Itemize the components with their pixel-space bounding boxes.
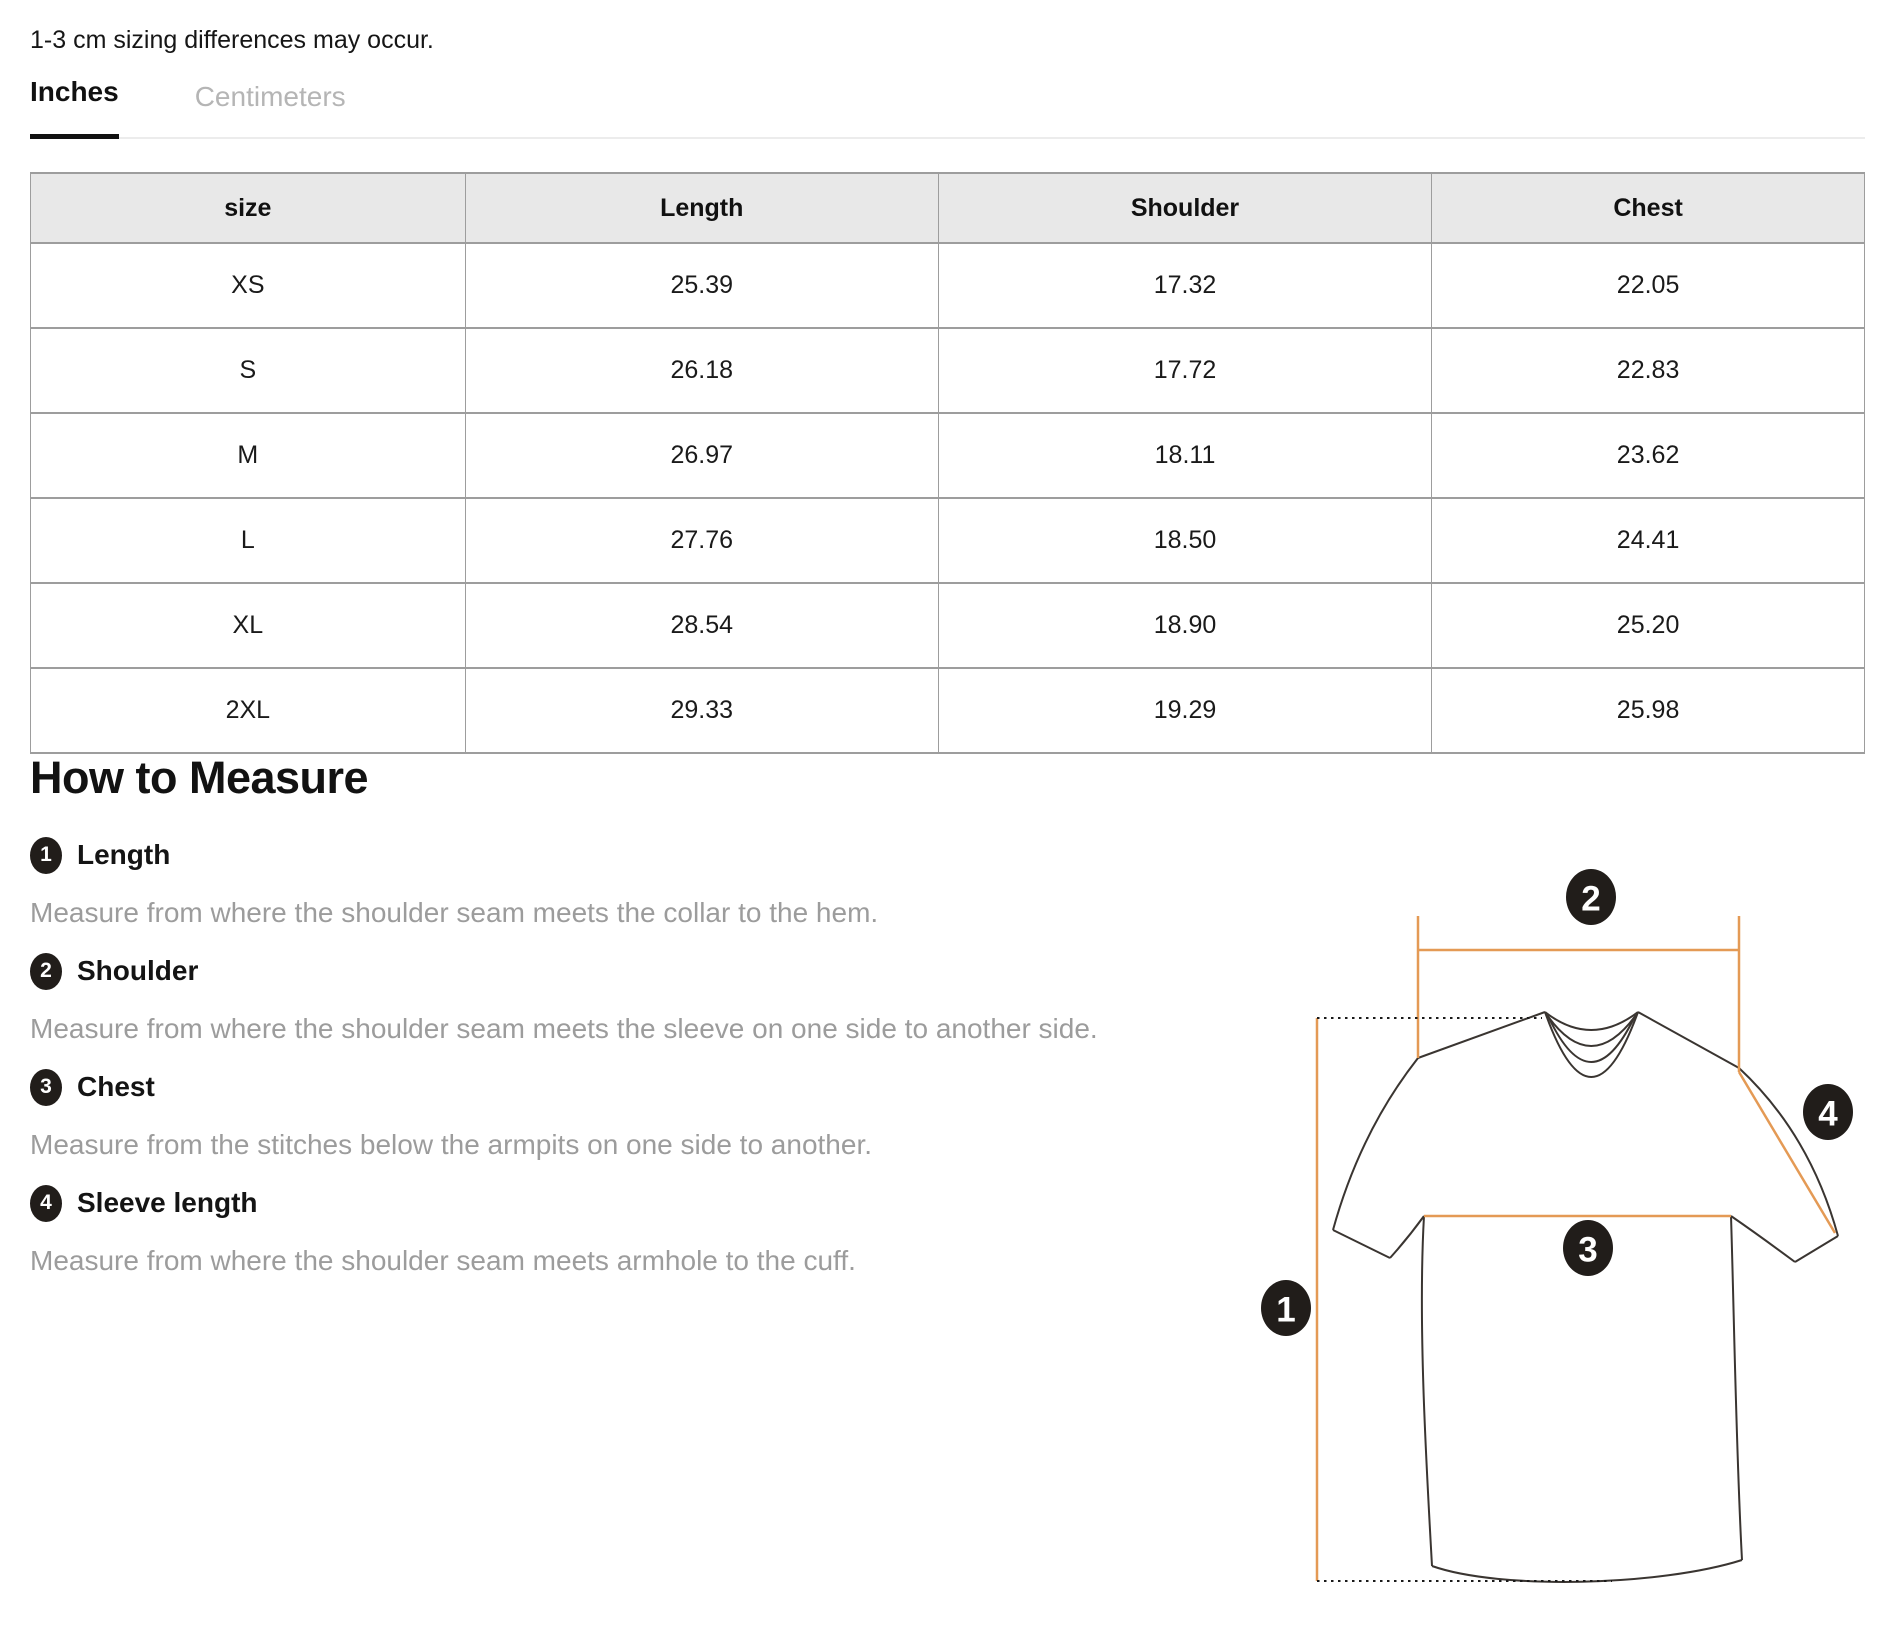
cell-shoulder: 18.90 — [938, 583, 1431, 668]
measure-item-description: Measure from the stitches below the armpits on one side to another. — [30, 1129, 873, 1160]
measure-item-description: Measure from where the shoulder seam meets the sleeve on one side to another side. — [30, 1013, 1098, 1044]
measure-item-label: Length — [77, 839, 171, 870]
cell-length: 26.97 — [465, 413, 938, 498]
cell-shoulder: 19.29 — [938, 668, 1431, 753]
cell-shoulder: 17.72 — [938, 328, 1431, 413]
diagram-badge-1 — [1261, 1280, 1311, 1336]
circle-1-badge: 1 — [30, 837, 62, 874]
diagram-badge-3 — [1563, 1220, 1613, 1276]
cell-size: S — [31, 328, 466, 413]
measure-item-description: Measure from where the shoulder seam meets the collar to the hem. — [30, 897, 879, 928]
tshirt-measurement-diagram — [1060, 740, 1870, 1620]
svg-text:4: 4 — [1818, 1094, 1838, 1134]
cell-chest: 24.41 — [1432, 498, 1865, 583]
circle-4-badge: 4 — [30, 1185, 62, 1222]
cell-length: 25.39 — [465, 243, 938, 328]
cell-size: XL — [31, 583, 466, 668]
header-length: Length — [465, 173, 938, 243]
circle-3-badge: 3 — [30, 1069, 62, 1106]
svg-text:2: 2 — [1581, 879, 1601, 919]
cell-size: 2XL — [31, 668, 466, 753]
how-to-measure-title: How to Measure — [30, 752, 369, 803]
cell-size: M — [31, 413, 466, 498]
cell-chest: 25.20 — [1432, 583, 1865, 668]
table-row — [31, 583, 1865, 668]
header-shoulder: Shoulder — [938, 173, 1431, 243]
cell-length: 26.18 — [465, 328, 938, 413]
measure-instructions — [30, 836, 1098, 1300]
cell-size: L — [31, 498, 466, 583]
measure-item-label: Chest — [77, 1071, 155, 1102]
cell-chest: 23.62 — [1432, 413, 1865, 498]
cell-size: XS — [31, 243, 466, 328]
measure-item-shoulder — [30, 952, 1070, 990]
circle-2-badge: 2 — [30, 953, 62, 990]
diagram-badge-2 — [1566, 869, 1616, 925]
table-row — [31, 243, 1865, 328]
cell-shoulder: 18.50 — [938, 498, 1431, 583]
tab-inches[interactable]: Inches — [30, 76, 119, 139]
svg-text:3: 3 — [1578, 1230, 1598, 1270]
measure-item-label: Shoulder — [77, 955, 199, 986]
cell-length: 29.33 — [465, 668, 938, 753]
table-row — [31, 328, 1865, 413]
table-row — [31, 413, 1865, 498]
header-chest: Chest — [1432, 173, 1865, 243]
cell-chest: 22.05 — [1432, 243, 1865, 328]
measure-item-description: Measure from where the shoulder seam meets armhole to the cuff. — [30, 1245, 856, 1276]
table-header-row — [31, 173, 1865, 243]
cell-chest: 22.83 — [1432, 328, 1865, 413]
cell-length: 27.76 — [465, 498, 938, 583]
measure-item-label: Sleeve length — [77, 1187, 258, 1218]
svg-text:1: 1 — [1276, 1290, 1296, 1330]
tab-centimeters[interactable]: Centimeters — [194, 81, 346, 112]
dotted-guides — [1317, 1018, 1612, 1581]
measure-item-sleeve-length — [30, 1184, 1070, 1222]
table-row — [31, 498, 1865, 583]
cell-length: 28.54 — [465, 583, 938, 668]
measure-item-chest — [30, 1068, 1070, 1106]
tshirt-outline — [1333, 1012, 1838, 1582]
measure-item-length — [30, 836, 1070, 874]
unit-tabs — [30, 76, 1865, 139]
cell-shoulder: 17.32 — [938, 243, 1431, 328]
diagram-badge-4 — [1803, 1084, 1853, 1140]
sizing-note: 1-3 cm sizing differences may occur. — [30, 26, 434, 54]
cell-shoulder: 18.11 — [938, 413, 1431, 498]
size-chart-table — [30, 172, 1865, 754]
cell-chest: 25.98 — [1432, 668, 1865, 753]
header-size: size — [31, 173, 466, 243]
